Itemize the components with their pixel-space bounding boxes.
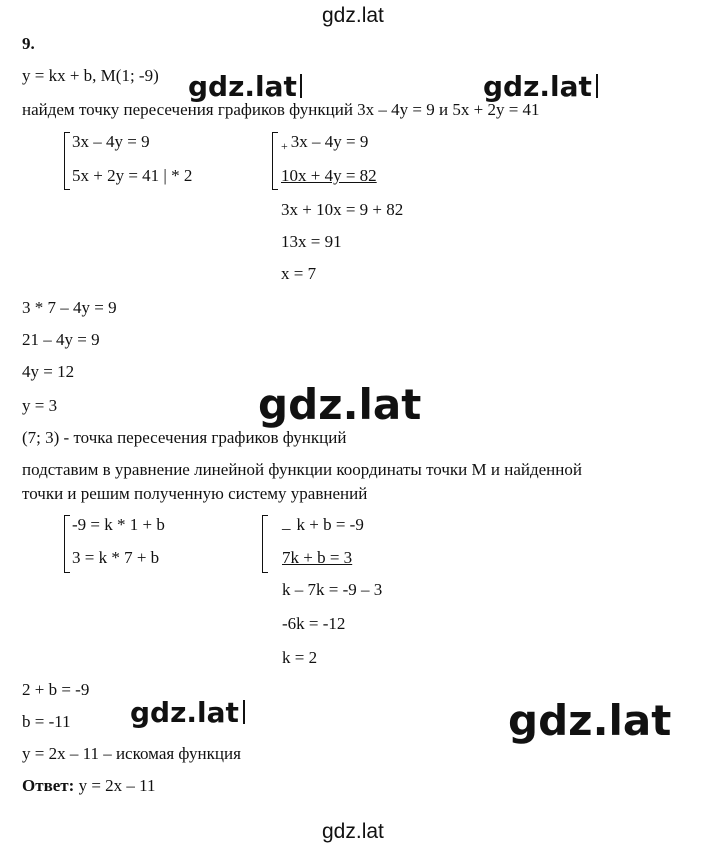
step-line: 2 + b = -9 [22,680,90,699]
system-brace [262,515,271,573]
watermark-caret [300,74,302,98]
watermark-large-right: gdz.lat [508,696,672,745]
paragraph-line: точки и решим полученную систему уравнений [22,484,368,503]
answer-line [22,776,156,796]
watermark-bottom: gdz.lat [322,820,384,843]
step-line: k = 2 [282,648,318,667]
system4-eq1-text: k + b = -9 [296,515,364,534]
watermark-caret [596,74,598,98]
problem-number: 9. [22,34,35,53]
watermark-inline-3: gdz.lat [130,696,239,729]
paragraph-line: подставим в уравнение линейной функции координаты точки M и найденной [22,460,582,479]
step-line: 3x + 10x = 9 + 82 [281,200,404,219]
step-line: 13x = 91 [281,232,342,251]
system2-eq1 [281,132,368,153]
answer-label: Ответ: [22,776,75,795]
system4-eq2: 7k + b = 3 [282,548,353,567]
watermark-inline-1: gdz.lat [188,70,297,103]
plus-sign: + [281,139,288,153]
step-line: 21 – 4y = 9 [22,330,100,349]
step-line: 3 * 7 – 4y = 9 [22,298,117,317]
step-line: b = -11 [22,712,71,731]
watermark-caret [243,700,245,724]
system4-eq1 [282,515,364,535]
system3-eq2: 3 = k * 7 + b [72,548,160,567]
step-line: k – 7k = -9 – 3 [282,580,383,599]
watermark-top: gdz.lat [322,4,384,27]
system-brace [272,132,281,190]
watermark-inline-2: gdz.lat [483,70,592,103]
intersection-text: (7; 3) - точка пересечения графиков функций [22,428,347,447]
minus-sign: _ [282,513,291,532]
system3-eq1: -9 = k * 1 + b [72,515,165,534]
step-line: y = 3 [22,396,58,415]
step-line: -6k = -12 [282,614,346,633]
problem-statement: найдем точку пересечения графиков функций 3x – 4y = 9 и 5x + 2y = 41 [22,100,540,119]
answer-value: y = 2x – 11 [74,776,156,795]
system1-eq1: 3x – 4y = 9 [72,132,150,151]
system2-eq1-text: 3x – 4y = 9 [290,132,369,151]
step-line: 4y = 12 [22,362,75,381]
step-line: y = 2x – 11 – искомая функция [22,744,241,763]
system2-eq2: 10x + 4y = 82 [281,166,377,185]
watermark-center: gdz.lat [258,380,422,429]
system1-eq2: 5x + 2y = 41 | * 2 [72,166,193,185]
step-line: x = 7 [281,264,317,283]
problem-given: y = kx + b, M(1; -9) [22,66,159,85]
